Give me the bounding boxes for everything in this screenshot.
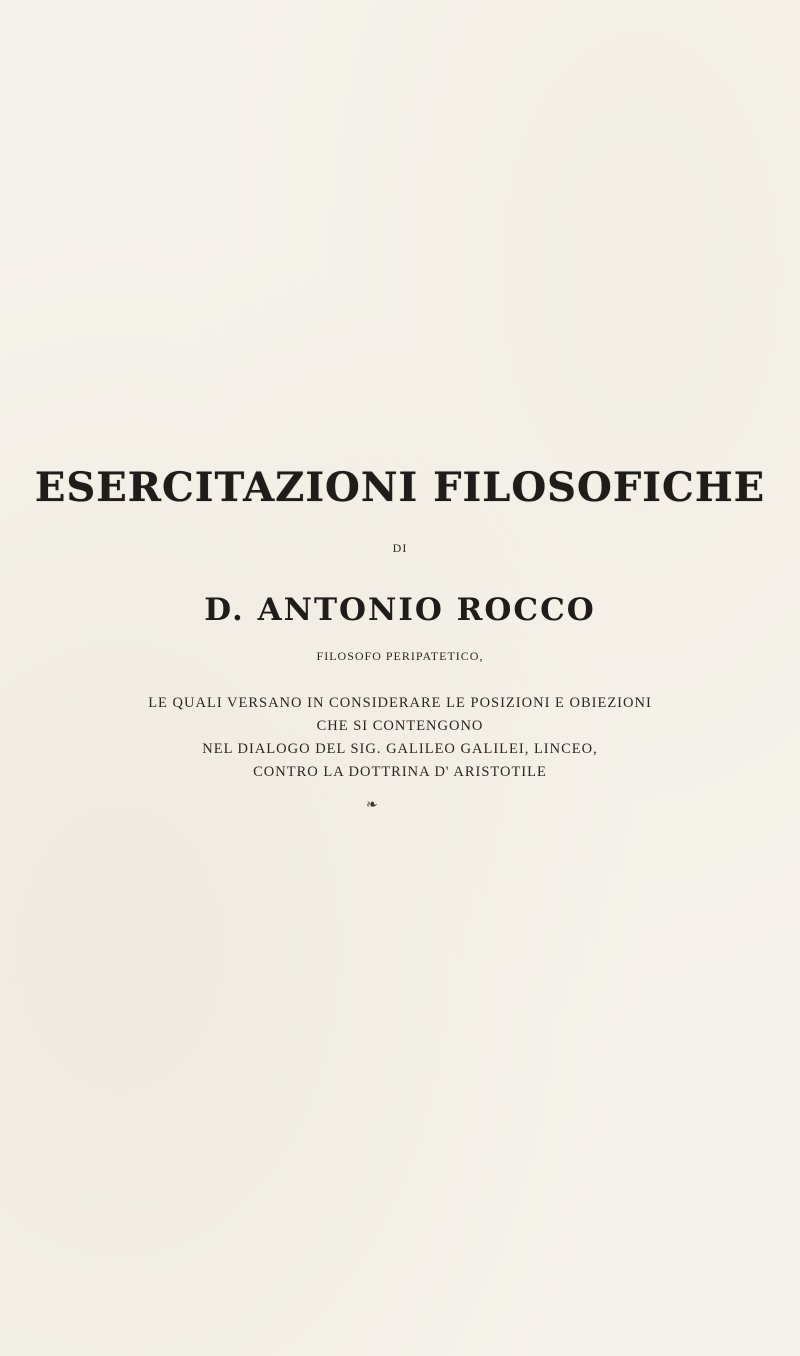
- description: [0, 692, 800, 784]
- main-title: ESERCITAZIONI FILOSOFICHE: [34, 464, 766, 511]
- author-role: FILOSOFO PERIPATETICO,: [316, 649, 484, 663]
- author-name: D. ANTONIO ROCCO: [204, 592, 596, 628]
- description-line: NEL DIALOGO DEL SIG. GALILEO GALILEI, LINCEO,: [202, 741, 598, 757]
- ornament-mark: ❧: [366, 798, 378, 813]
- description-line: CHE SI CONTENGONO: [316, 718, 484, 734]
- description-line: CONTRO LA DOTTRINA D' ARISTOTILE: [253, 764, 547, 780]
- description-line: LE QUALI VERSANO IN CONSIDERARE LE POSIZIONI E OBIEZIONI: [148, 695, 652, 711]
- preposition: DI: [392, 541, 408, 555]
